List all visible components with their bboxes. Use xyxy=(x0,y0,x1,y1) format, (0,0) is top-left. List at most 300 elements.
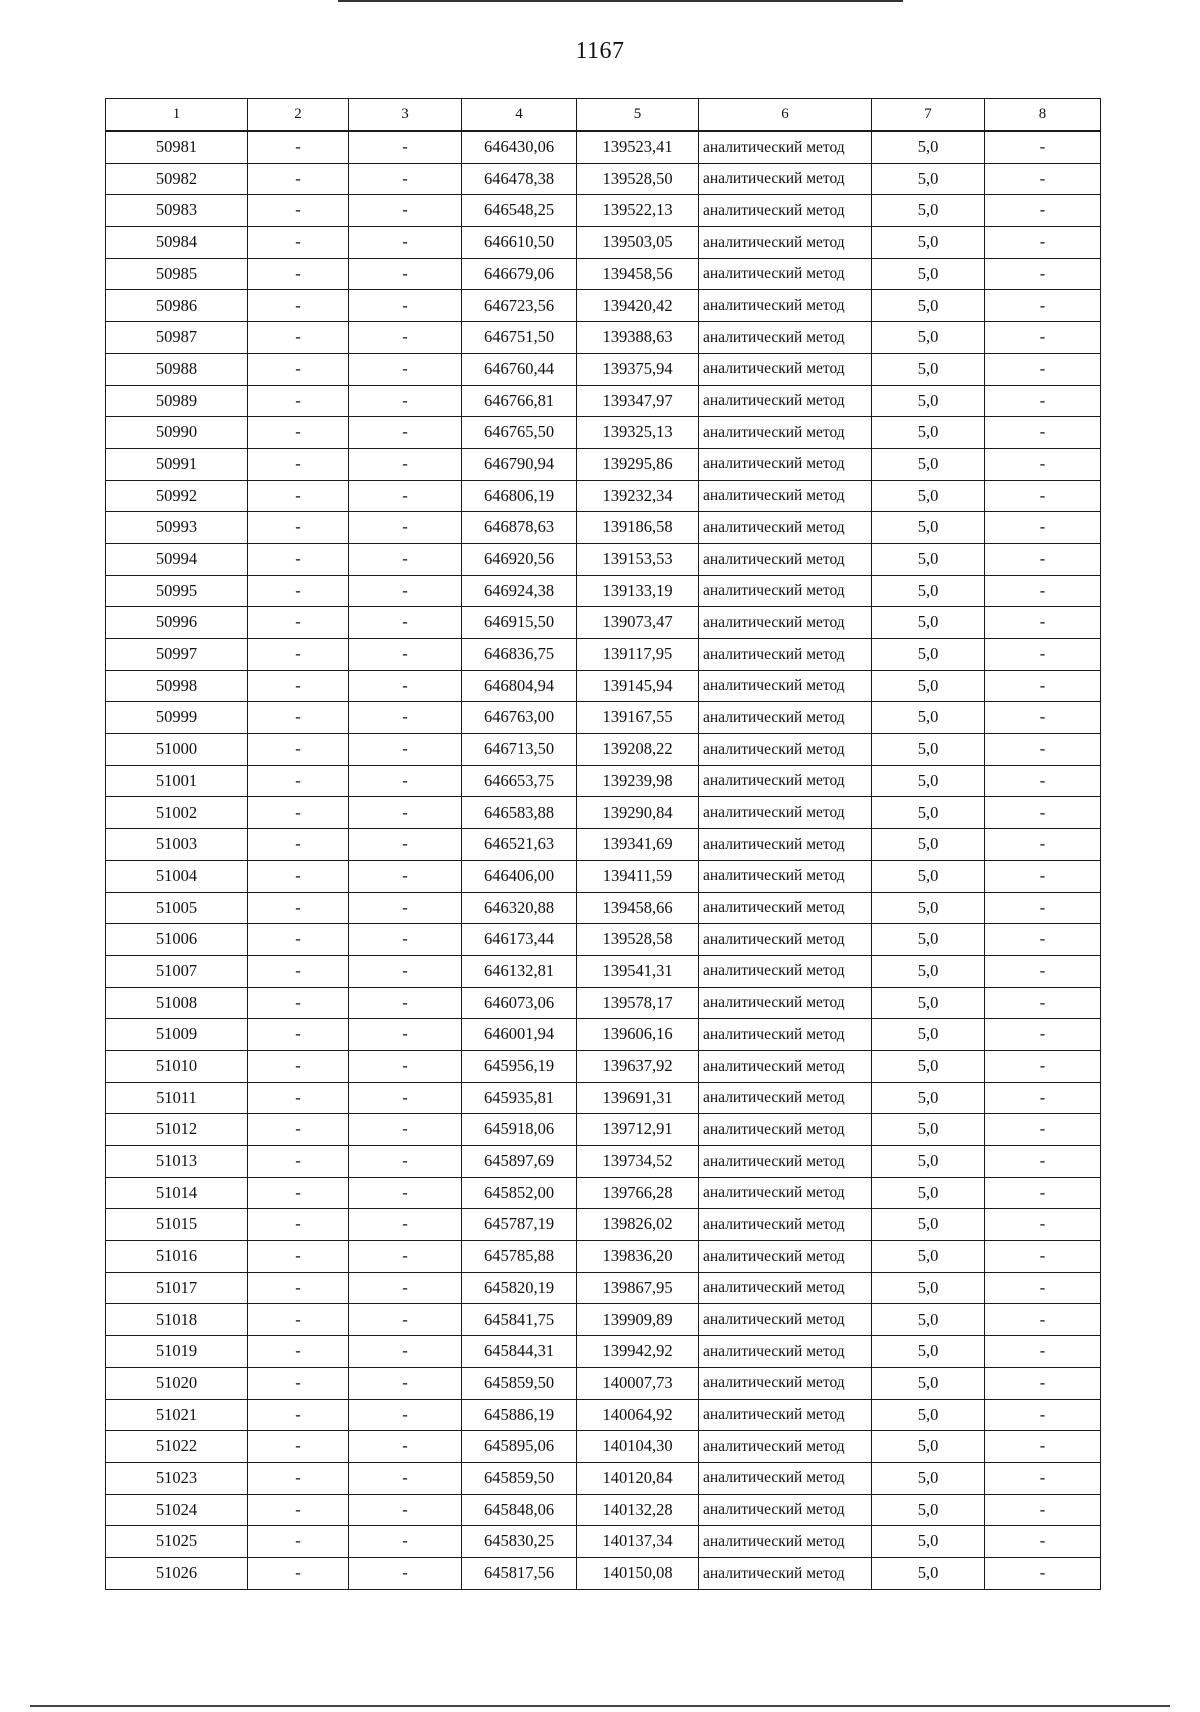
table-row xyxy=(106,1177,1101,1209)
col8-cell: - xyxy=(985,543,1101,575)
y-coordinate-cell: 139734,52 xyxy=(577,1146,699,1178)
col8-cell: - xyxy=(985,607,1101,639)
col8-cell: - xyxy=(985,987,1101,1019)
accuracy-cell: 5,0 xyxy=(872,1557,985,1589)
point-number-cell: 51011 xyxy=(106,1082,248,1114)
x-coordinate-cell: 646924,38 xyxy=(462,575,577,607)
method-cell: аналитический метод xyxy=(699,1304,872,1336)
y-coordinate-cell: 139153,53 xyxy=(577,543,699,575)
col2-cell: - xyxy=(248,1050,349,1082)
column-header: 4 xyxy=(462,99,577,132)
table-row xyxy=(106,765,1101,797)
y-coordinate-cell: 140120,84 xyxy=(577,1462,699,1494)
x-coordinate-cell: 646836,75 xyxy=(462,639,577,671)
col2-cell: - xyxy=(248,417,349,449)
x-coordinate-cell: 646878,63 xyxy=(462,512,577,544)
table-row xyxy=(106,1050,1101,1082)
point-number-cell: 50981 xyxy=(106,131,248,163)
x-coordinate-cell: 646766,81 xyxy=(462,385,577,417)
col3-cell: - xyxy=(349,1019,462,1051)
column-header: 8 xyxy=(985,99,1101,132)
col3-cell: - xyxy=(349,1272,462,1304)
table-row xyxy=(106,1431,1101,1463)
table-row xyxy=(106,131,1101,163)
x-coordinate-cell: 645787,19 xyxy=(462,1209,577,1241)
col2-cell: - xyxy=(248,1114,349,1146)
accuracy-cell: 5,0 xyxy=(872,480,985,512)
col3-cell: - xyxy=(349,924,462,956)
method-cell: аналитический метод xyxy=(699,195,872,227)
table-row xyxy=(106,417,1101,449)
table-row xyxy=(106,734,1101,766)
point-number-cell: 51010 xyxy=(106,1050,248,1082)
x-coordinate-cell: 646790,94 xyxy=(462,448,577,480)
col8-cell: - xyxy=(985,290,1101,322)
x-coordinate-cell: 646765,50 xyxy=(462,417,577,449)
x-coordinate-cell: 645859,50 xyxy=(462,1462,577,1494)
point-number-cell: 50988 xyxy=(106,353,248,385)
col2-cell: - xyxy=(248,512,349,544)
col8-cell: - xyxy=(985,1209,1101,1241)
col8-cell: - xyxy=(985,417,1101,449)
method-cell: аналитический метод xyxy=(699,575,872,607)
col8-cell: - xyxy=(985,1399,1101,1431)
x-coordinate-cell: 646806,19 xyxy=(462,480,577,512)
y-coordinate-cell: 139208,22 xyxy=(577,734,699,766)
col8-cell: - xyxy=(985,163,1101,195)
method-cell: аналитический метод xyxy=(699,448,872,480)
col3-cell: - xyxy=(349,829,462,861)
method-cell: аналитический метод xyxy=(699,829,872,861)
accuracy-cell: 5,0 xyxy=(872,227,985,259)
x-coordinate-cell: 645956,19 xyxy=(462,1050,577,1082)
col8-cell: - xyxy=(985,448,1101,480)
table-row xyxy=(106,195,1101,227)
col2-cell: - xyxy=(248,163,349,195)
accuracy-cell: 5,0 xyxy=(872,385,985,417)
table-row xyxy=(106,1019,1101,1051)
col8-cell: - xyxy=(985,480,1101,512)
method-cell: аналитический метод xyxy=(699,1336,872,1368)
method-cell: аналитический метод xyxy=(699,734,872,766)
col2-cell: - xyxy=(248,131,349,163)
y-coordinate-cell: 140104,30 xyxy=(577,1431,699,1463)
method-cell: аналитический метод xyxy=(699,480,872,512)
column-header: 7 xyxy=(872,99,985,132)
y-coordinate-cell: 139341,69 xyxy=(577,829,699,861)
col2-cell: - xyxy=(248,1241,349,1273)
method-cell: аналитический метод xyxy=(699,1050,872,1082)
point-number-cell: 51008 xyxy=(106,987,248,1019)
col2-cell: - xyxy=(248,797,349,829)
col3-cell: - xyxy=(349,1557,462,1589)
accuracy-cell: 5,0 xyxy=(872,195,985,227)
col2-cell: - xyxy=(248,1367,349,1399)
method-cell: аналитический метод xyxy=(699,639,872,671)
accuracy-cell: 5,0 xyxy=(872,1399,985,1431)
accuracy-cell: 5,0 xyxy=(872,1272,985,1304)
table-row xyxy=(106,1399,1101,1431)
point-number-cell: 51017 xyxy=(106,1272,248,1304)
accuracy-cell: 5,0 xyxy=(872,575,985,607)
col2-cell: - xyxy=(248,1304,349,1336)
point-number-cell: 50987 xyxy=(106,322,248,354)
table-row xyxy=(106,227,1101,259)
col2-cell: - xyxy=(248,734,349,766)
col3-cell: - xyxy=(349,765,462,797)
point-number-cell: 51003 xyxy=(106,829,248,861)
table-row xyxy=(106,670,1101,702)
col3-cell: - xyxy=(349,1462,462,1494)
method-cell: аналитический метод xyxy=(699,1462,872,1494)
table-row xyxy=(106,543,1101,575)
y-coordinate-cell: 139145,94 xyxy=(577,670,699,702)
method-cell: аналитический метод xyxy=(699,702,872,734)
table-row xyxy=(106,797,1101,829)
x-coordinate-cell: 646723,56 xyxy=(462,290,577,322)
col3-cell: - xyxy=(349,195,462,227)
col2-cell: - xyxy=(248,1146,349,1178)
col3-cell: - xyxy=(349,227,462,259)
y-coordinate-cell: 140132,28 xyxy=(577,1494,699,1526)
col8-cell: - xyxy=(985,1019,1101,1051)
x-coordinate-cell: 646920,56 xyxy=(462,543,577,575)
table-row xyxy=(106,987,1101,1019)
col8-cell: - xyxy=(985,1304,1101,1336)
table-row xyxy=(106,1367,1101,1399)
col3-cell: - xyxy=(349,1177,462,1209)
page-number: 1167 xyxy=(575,38,625,64)
point-number-cell: 50983 xyxy=(106,195,248,227)
x-coordinate-cell: 646610,50 xyxy=(462,227,577,259)
accuracy-cell: 5,0 xyxy=(872,290,985,322)
point-number-cell: 51016 xyxy=(106,1241,248,1273)
y-coordinate-cell: 139528,50 xyxy=(577,163,699,195)
col3-cell: - xyxy=(349,575,462,607)
point-number-cell: 50984 xyxy=(106,227,248,259)
table-row xyxy=(106,829,1101,861)
point-number-cell: 50997 xyxy=(106,639,248,671)
accuracy-cell: 5,0 xyxy=(872,163,985,195)
method-cell: аналитический метод xyxy=(699,1367,872,1399)
point-number-cell: 51015 xyxy=(106,1209,248,1241)
col3-cell: - xyxy=(349,1494,462,1526)
point-number-cell: 50994 xyxy=(106,543,248,575)
col2-cell: - xyxy=(248,765,349,797)
y-coordinate-cell: 139942,92 xyxy=(577,1336,699,1368)
col2-cell: - xyxy=(248,1557,349,1589)
accuracy-cell: 5,0 xyxy=(872,829,985,861)
accuracy-cell: 5,0 xyxy=(872,765,985,797)
method-cell: аналитический метод xyxy=(699,1431,872,1463)
method-cell: аналитический метод xyxy=(699,607,872,639)
method-cell: аналитический метод xyxy=(699,290,872,322)
col2-cell: - xyxy=(248,639,349,671)
col2-cell: - xyxy=(248,1494,349,1526)
col8-cell: - xyxy=(985,829,1101,861)
col2-cell: - xyxy=(248,987,349,1019)
table-row xyxy=(106,1146,1101,1178)
y-coordinate-cell: 139167,55 xyxy=(577,702,699,734)
accuracy-cell: 5,0 xyxy=(872,417,985,449)
table-row xyxy=(106,1209,1101,1241)
col2-cell: - xyxy=(248,1526,349,1558)
col8-cell: - xyxy=(985,765,1101,797)
col3-cell: - xyxy=(349,131,462,163)
col8-cell: - xyxy=(985,924,1101,956)
table-body xyxy=(106,131,1101,1589)
table-row xyxy=(106,385,1101,417)
col8-cell: - xyxy=(985,322,1101,354)
method-cell: аналитический метод xyxy=(699,1209,872,1241)
col3-cell: - xyxy=(349,892,462,924)
method-cell: аналитический метод xyxy=(699,1399,872,1431)
col8-cell: - xyxy=(985,258,1101,290)
col2-cell: - xyxy=(248,1209,349,1241)
method-cell: аналитический метод xyxy=(699,322,872,354)
col2-cell: - xyxy=(248,195,349,227)
y-coordinate-cell: 139691,31 xyxy=(577,1082,699,1114)
col3-cell: - xyxy=(349,1399,462,1431)
col3-cell: - xyxy=(349,860,462,892)
table-row xyxy=(106,1557,1101,1589)
x-coordinate-cell: 645830,25 xyxy=(462,1526,577,1558)
x-coordinate-cell: 646001,94 xyxy=(462,1019,577,1051)
method-cell: аналитический метод xyxy=(699,1114,872,1146)
table-row xyxy=(106,1272,1101,1304)
col3-cell: - xyxy=(349,512,462,544)
y-coordinate-cell: 139458,66 xyxy=(577,892,699,924)
table-row xyxy=(106,1304,1101,1336)
y-coordinate-cell: 139133,19 xyxy=(577,575,699,607)
point-number-cell: 50998 xyxy=(106,670,248,702)
method-cell: аналитический метод xyxy=(699,385,872,417)
accuracy-cell: 5,0 xyxy=(872,702,985,734)
col3-cell: - xyxy=(349,1367,462,1399)
x-coordinate-cell: 645852,00 xyxy=(462,1177,577,1209)
col2-cell: - xyxy=(248,543,349,575)
y-coordinate-cell: 139541,31 xyxy=(577,955,699,987)
table-row xyxy=(106,892,1101,924)
x-coordinate-cell: 645841,75 xyxy=(462,1304,577,1336)
table-row xyxy=(106,575,1101,607)
accuracy-cell: 5,0 xyxy=(872,1336,985,1368)
col3-cell: - xyxy=(349,163,462,195)
point-number-cell: 51009 xyxy=(106,1019,248,1051)
col8-cell: - xyxy=(985,1367,1101,1399)
col8-cell: - xyxy=(985,385,1101,417)
col3-cell: - xyxy=(349,797,462,829)
col2-cell: - xyxy=(248,575,349,607)
col2-cell: - xyxy=(248,702,349,734)
table-row xyxy=(106,702,1101,734)
method-cell: аналитический метод xyxy=(699,1272,872,1304)
accuracy-cell: 5,0 xyxy=(872,892,985,924)
x-coordinate-cell: 646763,00 xyxy=(462,702,577,734)
col8-cell: - xyxy=(985,955,1101,987)
point-number-cell: 50992 xyxy=(106,480,248,512)
col8-cell: - xyxy=(985,1526,1101,1558)
col8-cell: - xyxy=(985,227,1101,259)
col3-cell: - xyxy=(349,670,462,702)
col3-cell: - xyxy=(349,1050,462,1082)
col8-cell: - xyxy=(985,702,1101,734)
col2-cell: - xyxy=(248,322,349,354)
y-coordinate-cell: 139347,97 xyxy=(577,385,699,417)
method-cell: аналитический метод xyxy=(699,1019,872,1051)
table-row xyxy=(106,639,1101,671)
y-coordinate-cell: 139836,20 xyxy=(577,1241,699,1273)
col8-cell: - xyxy=(985,1241,1101,1273)
table-row xyxy=(106,1526,1101,1558)
method-cell: аналитический метод xyxy=(699,797,872,829)
table-row xyxy=(106,955,1101,987)
accuracy-cell: 5,0 xyxy=(872,512,985,544)
table-row xyxy=(106,353,1101,385)
accuracy-cell: 5,0 xyxy=(872,1526,985,1558)
point-number-cell: 51014 xyxy=(106,1177,248,1209)
col8-cell: - xyxy=(985,512,1101,544)
x-coordinate-cell: 646751,50 xyxy=(462,322,577,354)
table-row xyxy=(106,1241,1101,1273)
table-row xyxy=(106,1082,1101,1114)
col8-cell: - xyxy=(985,131,1101,163)
y-coordinate-cell: 139073,47 xyxy=(577,607,699,639)
col3-cell: - xyxy=(349,1082,462,1114)
point-number-cell: 51004 xyxy=(106,860,248,892)
col3-cell: - xyxy=(349,258,462,290)
coordinates-table xyxy=(105,98,1101,1590)
point-number-cell: 51013 xyxy=(106,1146,248,1178)
point-number-cell: 51000 xyxy=(106,734,248,766)
method-cell: аналитический метод xyxy=(699,892,872,924)
column-header: 6 xyxy=(699,99,872,132)
column-header: 3 xyxy=(349,99,462,132)
col3-cell: - xyxy=(349,955,462,987)
col2-cell: - xyxy=(248,1431,349,1463)
method-cell: аналитический метод xyxy=(699,417,872,449)
x-coordinate-cell: 645844,31 xyxy=(462,1336,577,1368)
point-number-cell: 51021 xyxy=(106,1399,248,1431)
top-rule xyxy=(338,0,903,2)
method-cell: аналитический метод xyxy=(699,1146,872,1178)
col8-cell: - xyxy=(985,892,1101,924)
col3-cell: - xyxy=(349,1431,462,1463)
col3-cell: - xyxy=(349,1146,462,1178)
method-cell: аналитический метод xyxy=(699,227,872,259)
col8-cell: - xyxy=(985,353,1101,385)
method-cell: аналитический метод xyxy=(699,258,872,290)
x-coordinate-cell: 646073,06 xyxy=(462,987,577,1019)
y-coordinate-cell: 139232,34 xyxy=(577,480,699,512)
method-cell: аналитический метод xyxy=(699,163,872,195)
accuracy-cell: 5,0 xyxy=(872,258,985,290)
column-header: 5 xyxy=(577,99,699,132)
method-cell: аналитический метод xyxy=(699,353,872,385)
table-row xyxy=(106,163,1101,195)
y-coordinate-cell: 139637,92 xyxy=(577,1050,699,1082)
y-coordinate-cell: 139325,13 xyxy=(577,417,699,449)
table-row xyxy=(106,860,1101,892)
x-coordinate-cell: 646583,88 xyxy=(462,797,577,829)
y-coordinate-cell: 140150,08 xyxy=(577,1557,699,1589)
method-cell: аналитический метод xyxy=(699,860,872,892)
point-number-cell: 51025 xyxy=(106,1526,248,1558)
point-number-cell: 51024 xyxy=(106,1494,248,1526)
accuracy-cell: 5,0 xyxy=(872,670,985,702)
point-number-cell: 50986 xyxy=(106,290,248,322)
y-coordinate-cell: 139458,56 xyxy=(577,258,699,290)
accuracy-cell: 5,0 xyxy=(872,1462,985,1494)
y-coordinate-cell: 139712,91 xyxy=(577,1114,699,1146)
col8-cell: - xyxy=(985,1557,1101,1589)
method-cell: аналитический метод xyxy=(699,955,872,987)
col3-cell: - xyxy=(349,448,462,480)
x-coordinate-cell: 646760,44 xyxy=(462,353,577,385)
point-number-cell: 51001 xyxy=(106,765,248,797)
col8-cell: - xyxy=(985,670,1101,702)
y-coordinate-cell: 139388,63 xyxy=(577,322,699,354)
method-cell: аналитический метод xyxy=(699,765,872,797)
table-header-row xyxy=(106,99,1101,132)
accuracy-cell: 5,0 xyxy=(872,543,985,575)
point-number-cell: 50989 xyxy=(106,385,248,417)
x-coordinate-cell: 645820,19 xyxy=(462,1272,577,1304)
col2-cell: - xyxy=(248,290,349,322)
method-cell: аналитический метод xyxy=(699,924,872,956)
x-coordinate-cell: 645859,50 xyxy=(462,1367,577,1399)
table-row xyxy=(106,1336,1101,1368)
accuracy-cell: 5,0 xyxy=(872,607,985,639)
col2-cell: - xyxy=(248,1019,349,1051)
col2-cell: - xyxy=(248,924,349,956)
col8-cell: - xyxy=(985,1050,1101,1082)
col8-cell: - xyxy=(985,1494,1101,1526)
x-coordinate-cell: 645897,69 xyxy=(462,1146,577,1178)
point-number-cell: 51005 xyxy=(106,892,248,924)
col2-cell: - xyxy=(248,1399,349,1431)
x-coordinate-cell: 646320,88 xyxy=(462,892,577,924)
col8-cell: - xyxy=(985,575,1101,607)
col2-cell: - xyxy=(248,829,349,861)
col2-cell: - xyxy=(248,258,349,290)
method-cell: аналитический метод xyxy=(699,512,872,544)
col3-cell: - xyxy=(349,734,462,766)
accuracy-cell: 5,0 xyxy=(872,1050,985,1082)
method-cell: аналитический метод xyxy=(699,1177,872,1209)
method-cell: аналитический метод xyxy=(699,1082,872,1114)
point-number-cell: 51020 xyxy=(106,1367,248,1399)
method-cell: аналитический метод xyxy=(699,1557,872,1589)
col3-cell: - xyxy=(349,417,462,449)
x-coordinate-cell: 646804,94 xyxy=(462,670,577,702)
x-coordinate-cell: 646679,06 xyxy=(462,258,577,290)
accuracy-cell: 5,0 xyxy=(872,639,985,671)
x-coordinate-cell: 646653,75 xyxy=(462,765,577,797)
x-coordinate-cell: 646713,50 xyxy=(462,734,577,766)
col8-cell: - xyxy=(985,1336,1101,1368)
x-coordinate-cell: 645785,88 xyxy=(462,1241,577,1273)
column-header: 2 xyxy=(248,99,349,132)
table-row xyxy=(106,1462,1101,1494)
col3-cell: - xyxy=(349,987,462,1019)
y-coordinate-cell: 140007,73 xyxy=(577,1367,699,1399)
x-coordinate-cell: 645935,81 xyxy=(462,1082,577,1114)
x-coordinate-cell: 645895,06 xyxy=(462,1431,577,1463)
y-coordinate-cell: 139909,89 xyxy=(577,1304,699,1336)
col3-cell: - xyxy=(349,543,462,575)
y-coordinate-cell: 139411,59 xyxy=(577,860,699,892)
